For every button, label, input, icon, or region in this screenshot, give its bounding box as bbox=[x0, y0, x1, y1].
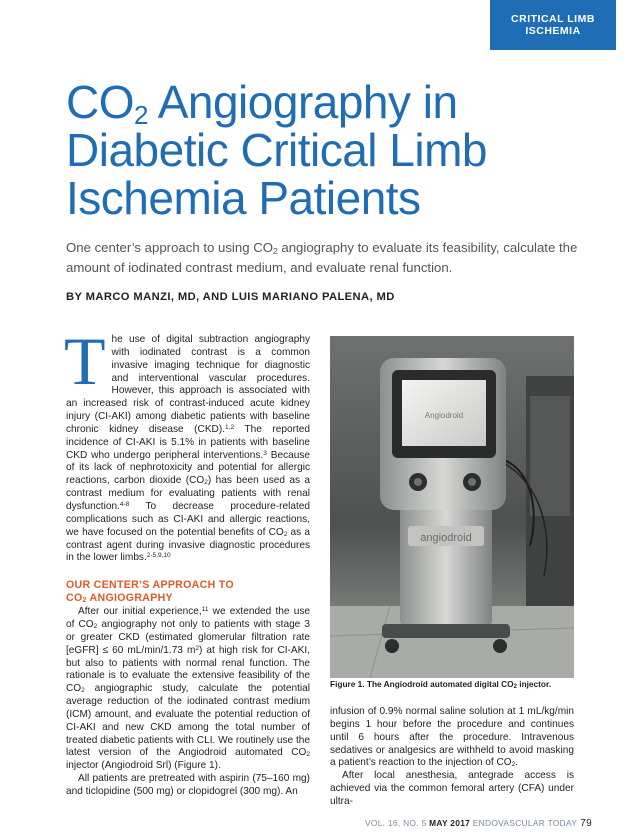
pretreatment-paragraph: All patients are pretreated with aspirin (75–160 mg) and ticlopidine (500 mg) or clopidogrel (300 mg). An bbox=[66, 773, 310, 797]
page-number: 79 bbox=[577, 818, 592, 829]
intro-paragraph: The use of digital subtraction angiography with iodinated contrast is a common invasive imaging technique for diagnostic and interventional vascular procedures. However, this approach is associated with an increased risk of contrast-induced acute kidney injury (CI-AKI) among diabetic patients with baseline chronic kidney disease (CKD).$^{1,2}$ The reported incidence of CI-AKI is 5.1% in patients with baseline CKD who undergo peripheral interventions.$^3$ Because of its lack of nephrotoxicity and potential for allergic reactions, carbon dioxide $(CO_2)$ has been used as a contrast medium for evaluating patients with renal dysfunction.$^{4-8}$ To decrease procedure-related complications such as CI-AKI and allergic reactions, we have focused on the potential benefits of $CO_2$ as a contrast agent during invasive diagnostic procedures in the lower limbs.$^{2-5,9,10}$ bbox=[64, 323, 311, 564]
section-tab bbox=[490, 0, 616, 50]
byline: BY MARCO MANZI, MD, AND LUIS MARIANO PALENA, MD bbox=[66, 291, 395, 303]
footer-issue: VOL. 16, NO. 5 bbox=[365, 818, 430, 828]
access-paragraph: After local anesthesia, antegrade access is achieved via the common femoral artery (CFA) under ultra- bbox=[330, 770, 574, 807]
section-heading: OUR CENTER’S APPROACH TO $CO_2$ ANGIOGRAPHY bbox=[66, 579, 234, 604]
device-label-top: Angiodroid bbox=[424, 411, 464, 420]
footer-magazine: ENDOVASCULAR TODAY bbox=[470, 818, 578, 828]
page-footer bbox=[365, 818, 605, 829]
footer-date: MAY 2017 bbox=[429, 818, 471, 828]
section-tab-line1: CRITICAL LIMB bbox=[511, 13, 595, 25]
article-deck: One center’s approach to using $CO_2$ angiography to evaluate its feasibility, calculate the amount of iodinated contrast medium, and evaluate renal function. bbox=[66, 240, 578, 275]
drop-cap: T bbox=[64, 323, 106, 399]
approach-paragraph: After our initial experience,$^{11}$ we extended the use of $CO_2$ angiography not only to patients with stage 3 or greater CKD (estimated glomerular filtration rate [eGFR] ≤ 60 mL/min/1.73 $m^2$) at high risk for CI-AKI, but also to patients with normal renal function. The rationale is to evaluate the extensive feasibility of the $CO_2$ angiographic study, calculate the potential average reduction of the iodinated contrast medium (ICM) amount, and evaluate the potential reduction of CI-AKI and new CKD among the total number of treated diabetic patients with CLI. We routinely use the latest version of the Angiodroid automated $CO_2$ injector (Angiodroid Srl) (Figure 1). bbox=[66, 606, 310, 772]
article-title: $CO_2$ Angiography in Diabetic Critical Limb Ischemia Patients bbox=[66, 76, 488, 224]
figure-caption: Figure 1. The Angiodroid automated digital $CO_2$ injector. bbox=[330, 679, 552, 690]
body-column-right bbox=[330, 706, 574, 809]
body-column-left bbox=[64, 323, 311, 799]
figure-photo bbox=[330, 336, 574, 678]
section-tab-line2: ISCHEMIA bbox=[525, 25, 581, 37]
injector-photo-illustration bbox=[330, 336, 574, 678]
device-label-bottom: angiodroid bbox=[420, 532, 472, 544]
infusion-paragraph: infusion of 0.9% normal saline solution at 1 mL/kg/min begins 1 hour before the procedure and continues until 6 hours after the procedure. Intravenous sedatives or analgesics are withheld to avoid masking a patient’s reaction to the injection of $CO_2$. bbox=[330, 706, 574, 769]
